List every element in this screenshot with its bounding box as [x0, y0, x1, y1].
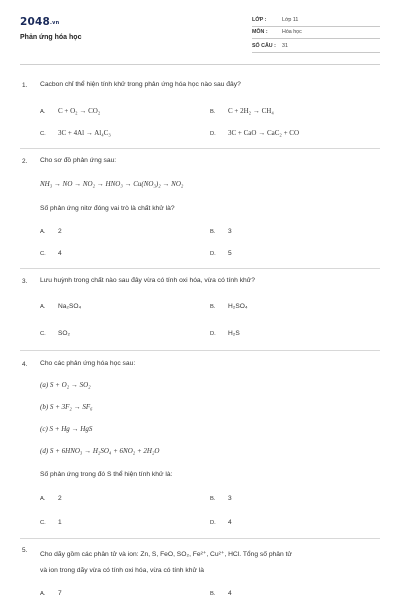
question-4-text-2: Số phản ứng trong đó S thể hiện tính khử là: — [40, 471, 173, 478]
question-4-option-a[interactable]: A. 2 — [40, 495, 62, 502]
question-3-number: 3. — [22, 278, 28, 285]
question-1-text: Cacbon chỉ thể hiện tính khử trong phản ứng hóa học nào sau đây? — [40, 81, 241, 88]
question-4-option-c[interactable]: C. 1 — [40, 519, 62, 526]
header-divider — [20, 64, 380, 65]
question-2-text-2: Số phản ứng nitơ đóng vai trò là chất khử là? — [40, 205, 175, 212]
question-divider — [20, 268, 380, 269]
question-divider — [20, 538, 380, 539]
question-4-reaction-a: (a) S + O₂ → SO₂ — [40, 381, 91, 389]
question-2-option-a[interactable]: A. 2 — [40, 228, 62, 235]
question-1-number: 1. — [22, 82, 28, 89]
question-divider — [20, 350, 380, 351]
page-header — [0, 0, 400, 62]
question-1-option-c[interactable]: C. 3C + 4Al → Al₄C₃ — [40, 129, 111, 137]
question-2-option-b[interactable]: B. 3 — [210, 228, 232, 235]
question-1-option-d[interactable]: D. 3C + CaO → CaC₂ + CO — [210, 129, 300, 137]
question-4-number: 4. — [22, 361, 28, 368]
question-3-option-a[interactable]: A. Na₂SO₄ — [40, 303, 82, 310]
question-1-option-a[interactable]: A. C + O₂ → CO₂ — [40, 107, 101, 115]
meta-question-count: SỐ CÂU : 31 — [252, 43, 380, 53]
question-5-text-line-1: Cho dãy gồm các phân tử và ion: Zn, S, FeO, SO₂, Fe²⁺, Cu²⁺, HCl. Tổng số phân tử — [40, 551, 292, 558]
question-4-reaction-b: (b) S + 3F₂ → SF₆ — [40, 403, 93, 411]
question-1-option-b[interactable]: B. C + 2H₂ → CH₄ — [210, 107, 274, 115]
question-4-reaction-c: (c) S + Hg → HgS — [40, 425, 93, 433]
question-4-option-b[interactable]: B. 3 — [210, 495, 232, 502]
question-3-option-d[interactable]: D. H₂S — [210, 330, 240, 337]
question-3-option-b[interactable]: B. H₂SO₄ — [210, 303, 248, 310]
document-title: Phản ứng hóa học — [20, 34, 82, 41]
question-2-text: Cho sơ đồ phản ứng sau: — [40, 157, 117, 164]
question-5-text-line-2: và ion trong dãy vừa có tính oxi hóa, vừa có tính khử là — [40, 567, 204, 574]
meta-subject: MÔN : Hóa học — [252, 29, 380, 39]
question-3-text: Lưu huỳnh trong chất nào sau đây vừa có tính oxi hóa, vừa có tính khử? — [40, 277, 255, 284]
question-5-option-a[interactable]: A. 7 — [40, 590, 62, 597]
question-2-scheme: NH₃ → NO → NO₂ → HNO₃ → Cu(NO₃)₂ → NO₂ — [40, 180, 184, 188]
question-4-reaction-d: (d) S + 6HNO₃ → H₂SO₄ + 6NO₂ + 2H₂O — [40, 447, 160, 455]
question-2-number: 2. — [22, 158, 28, 165]
question-4-text: Cho các phản ứng hóa học sau: — [40, 360, 136, 367]
meta-grade: LỚP : Lớp 11 — [252, 17, 380, 27]
question-2-option-c[interactable]: C. 4 — [40, 250, 62, 257]
question-5-number: 5. — [22, 547, 28, 554]
question-4-option-d[interactable]: D. 4 — [210, 519, 232, 526]
question-5-option-b[interactable]: B. 4 — [210, 590, 232, 597]
question-2-option-d[interactable]: D. 5 — [210, 250, 232, 257]
question-divider — [20, 148, 380, 149]
question-3-option-c[interactable]: C. SO₂ — [40, 330, 71, 337]
site-logo[interactable]: 2048.vn — [20, 16, 60, 28]
